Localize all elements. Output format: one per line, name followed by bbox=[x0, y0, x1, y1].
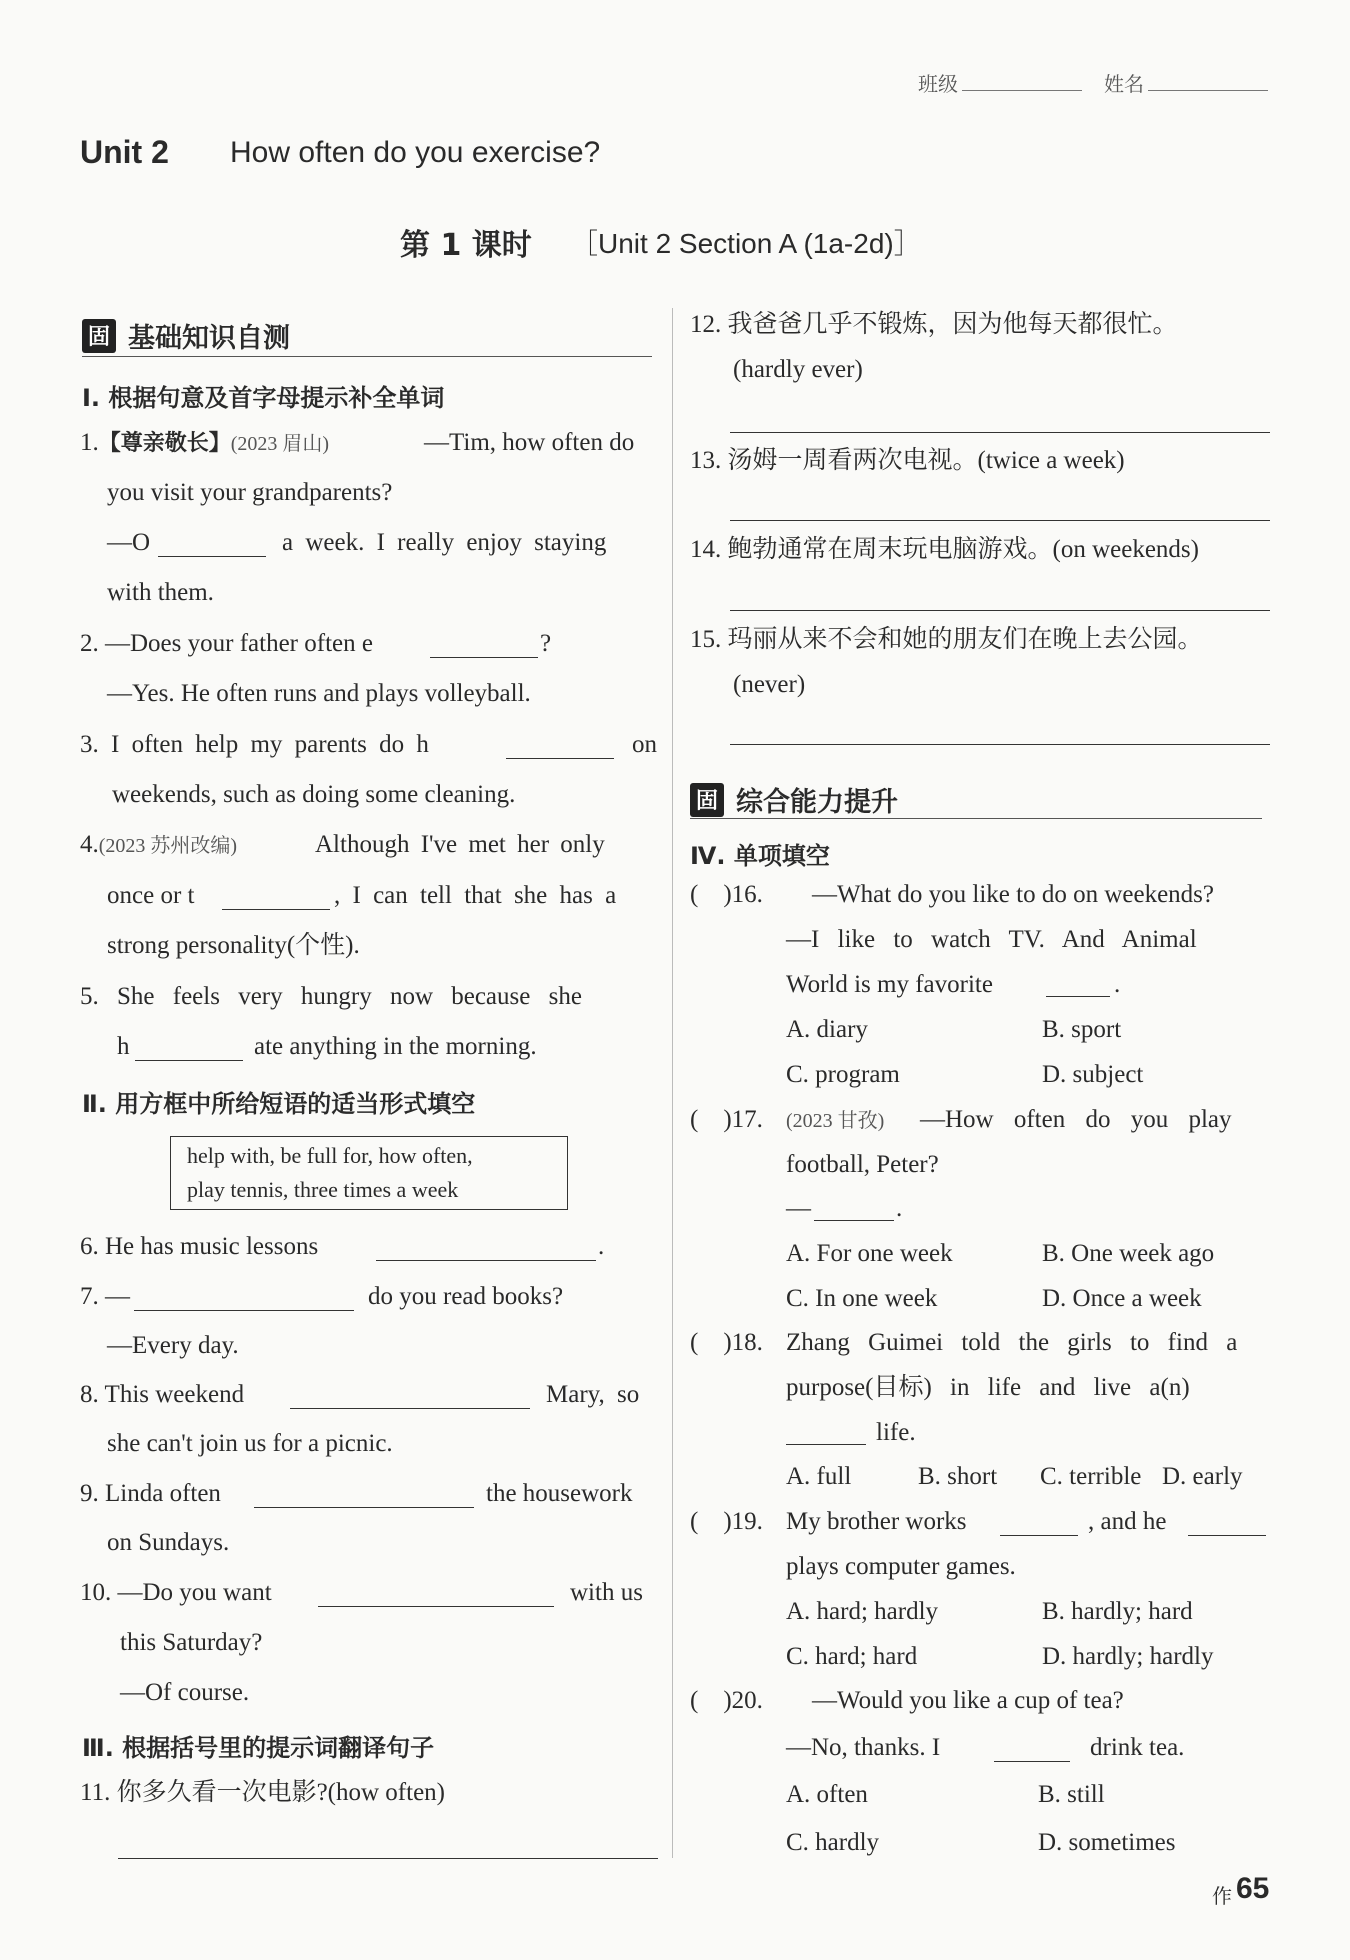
q2-blank[interactable] bbox=[430, 657, 538, 658]
q20-num[interactable]: ( )20. bbox=[690, 1687, 763, 1714]
q11-text: 11. 你多久看一次电影?(how often) bbox=[80, 1779, 445, 1806]
lesson-title: 第 1 课时 bbox=[400, 228, 532, 263]
q8-text-b: Mary, so bbox=[546, 1381, 640, 1408]
q17-option-b[interactable]: B. One week ago bbox=[1042, 1240, 1215, 1267]
q10-blank[interactable] bbox=[318, 1606, 554, 1607]
q15-text1: 15. 玛丽从来不会和她的朋友们在晚上去公园。 bbox=[690, 626, 1203, 653]
q18-text1: Zhang Guimei told the girls to find a bbox=[786, 1329, 1238, 1356]
q4-text1: Although I've met her only bbox=[315, 831, 605, 858]
q20-option-d[interactable]: D. sometimes bbox=[1038, 1829, 1176, 1856]
q1-text2: you visit your grandparents? bbox=[107, 479, 393, 506]
q10-text-d: —Of course. bbox=[120, 1679, 250, 1706]
q19-option-b[interactable]: B. hardly; hard bbox=[1042, 1598, 1193, 1625]
q3-blank[interactable] bbox=[506, 758, 614, 759]
q20-blank[interactable] bbox=[994, 1761, 1070, 1762]
section-title: 基础知识自测 bbox=[128, 323, 290, 354]
q17-text1: —How often do you play bbox=[920, 1106, 1232, 1133]
part3-heading: Ⅲ. 根据括号里的提示词翻译句子 bbox=[82, 1734, 435, 1762]
part2-heading: Ⅱ. 用方框中所给短语的适当形式填空 bbox=[82, 1090, 476, 1118]
q18-option-c[interactable]: C. terrible bbox=[1040, 1463, 1142, 1490]
q2-text2: —Yes. He often runs and plays volleyball. bbox=[107, 680, 531, 707]
section-icon: 固 bbox=[82, 319, 116, 353]
section-basic-header bbox=[82, 316, 290, 355]
part1-heading: Ⅰ. 根据句意及首字母提示补全单词 bbox=[82, 384, 445, 412]
q17-option-a[interactable]: A. For one week bbox=[786, 1240, 953, 1267]
q17-source: (2023 甘孜) bbox=[786, 1110, 885, 1132]
q16-option-c[interactable]: C. program bbox=[786, 1061, 900, 1088]
unit-code: Unit 2 bbox=[80, 134, 169, 170]
q3-text2: weekends, such as doing some cleaning. bbox=[112, 781, 516, 808]
q19-text2: plays computer games. bbox=[786, 1553, 1016, 1580]
q11-answer-line[interactable] bbox=[118, 1858, 658, 1859]
q3-text1a: 3. I often help my parents do h bbox=[80, 731, 429, 758]
q5-text1: 5. She feels very hungry now because she bbox=[80, 983, 582, 1010]
q9-blank[interactable] bbox=[254, 1507, 474, 1508]
q20-option-b[interactable]: B. still bbox=[1038, 1781, 1105, 1808]
q6-text-a: 6. He has music lessons bbox=[80, 1233, 319, 1260]
section-rule bbox=[82, 356, 652, 357]
q1-source: (2023 眉山) bbox=[230, 433, 330, 455]
q17-num[interactable]: ( )17. bbox=[690, 1106, 763, 1133]
q12-answer-line[interactable] bbox=[730, 432, 1270, 433]
q8-text-c: she can't join us for a picnic. bbox=[107, 1430, 393, 1457]
q16-num[interactable]: ( )16. bbox=[690, 881, 763, 908]
section-advanced-header bbox=[690, 780, 898, 819]
page-number: 65 bbox=[1236, 1872, 1270, 1905]
q7-text-a: 7. — bbox=[80, 1283, 130, 1310]
q9-text-c: on Sundays. bbox=[107, 1529, 230, 1556]
q4-line1: 4.(2023 苏州改编) bbox=[80, 831, 238, 858]
q19-num[interactable]: ( )19. bbox=[690, 1508, 763, 1535]
section-title: 综合能力提升 bbox=[736, 787, 898, 818]
q16-blank[interactable] bbox=[1046, 996, 1110, 997]
q20-text2a: —No, thanks. I bbox=[786, 1734, 941, 1761]
q15-text2: (never) bbox=[733, 671, 806, 698]
q18-option-d[interactable]: D. early bbox=[1162, 1463, 1243, 1490]
q16-text3a: World is my favorite bbox=[786, 971, 993, 998]
q12-text1: 12. 我爸爸几乎不锻炼，因为他每天都很忙。 bbox=[690, 311, 1178, 338]
q9-text-b: the housework bbox=[486, 1480, 633, 1507]
phrase-box-line2: play tennis, three times a week bbox=[187, 1177, 459, 1202]
q7-text-b: do you read books? bbox=[368, 1283, 564, 1310]
q17-text3a: — bbox=[786, 1195, 811, 1222]
q7-blank[interactable] bbox=[134, 1310, 354, 1311]
q1-text4: with them. bbox=[107, 579, 214, 606]
q18-option-a[interactable]: A. full bbox=[786, 1463, 852, 1490]
q8-blank[interactable] bbox=[290, 1408, 530, 1409]
q4-text2a: once or t bbox=[107, 882, 195, 909]
q10-text-b: with us bbox=[570, 1579, 643, 1606]
q6-text-b: . bbox=[598, 1233, 605, 1260]
q20-option-c[interactable]: C. hardly bbox=[786, 1829, 880, 1856]
q19-blank2[interactable] bbox=[1188, 1535, 1266, 1536]
q19-option-c[interactable]: C. hard; hard bbox=[786, 1643, 918, 1670]
q12-text2: (hardly ever) bbox=[733, 356, 863, 383]
section-rule bbox=[690, 818, 1262, 819]
q4-blank[interactable] bbox=[222, 909, 330, 910]
q19-blank1[interactable] bbox=[1000, 1535, 1078, 1536]
q4-source: (2023 苏州改编) bbox=[98, 835, 238, 857]
q16-text3b: . bbox=[1114, 971, 1121, 998]
name-label: 姓名 bbox=[1104, 74, 1144, 96]
q10-text-c: this Saturday? bbox=[120, 1629, 263, 1656]
name-line bbox=[1148, 90, 1268, 91]
q20-option-a[interactable]: A. often bbox=[786, 1781, 868, 1808]
q13-answer-line[interactable] bbox=[730, 520, 1270, 521]
q1-tag: 【尊亲敬长】 bbox=[98, 430, 231, 455]
unit-title: How often do you exercise? bbox=[230, 136, 601, 169]
q10-text-a: 10. —Do you want bbox=[80, 1579, 272, 1606]
section-icon: 固 bbox=[690, 783, 724, 817]
q17-option-c[interactable]: C. In one week bbox=[786, 1285, 938, 1312]
class-label: 班级 bbox=[918, 74, 958, 96]
q20-text2b: drink tea. bbox=[1090, 1734, 1185, 1761]
phrase-box-line1: help with, be full for, how often, bbox=[187, 1143, 473, 1168]
q17-blank[interactable] bbox=[814, 1220, 894, 1221]
q19-option-d[interactable]: D. hardly; hardly bbox=[1042, 1643, 1214, 1670]
q2-text1b: ? bbox=[540, 630, 552, 657]
footer-prefix: 作 bbox=[1212, 1884, 1232, 1908]
q16-option-d[interactable]: D. subject bbox=[1042, 1061, 1144, 1088]
q19-text1b: , and he bbox=[1088, 1508, 1167, 1535]
q17-text2: football, Peter? bbox=[786, 1151, 939, 1178]
q3-text1b: on bbox=[632, 731, 657, 758]
q8-text-a: 8. This weekend bbox=[80, 1381, 245, 1408]
part4-heading: Ⅳ. 单项填空 bbox=[690, 842, 830, 870]
q1-text3b: a week. I really enjoy staying bbox=[282, 529, 607, 556]
q1-text3a: —O bbox=[107, 529, 151, 556]
q6-blank[interactable] bbox=[376, 1260, 596, 1261]
q1-line1: 1.【尊亲敬长】(2023 眉山) bbox=[80, 429, 330, 456]
q16-text1: —What do you like to do on weekends? bbox=[812, 881, 1214, 908]
q5-text2b: ate anything in the morning. bbox=[254, 1033, 537, 1060]
q19-option-a[interactable]: A. hard; hardly bbox=[786, 1598, 939, 1625]
q16-option-a[interactable]: A. diary bbox=[786, 1016, 868, 1043]
q18-num[interactable]: ( )18. bbox=[690, 1329, 763, 1356]
q5-text2a: h bbox=[117, 1033, 130, 1060]
lesson-subtitle: ［Unit 2 Section A (1a-2d)］ bbox=[570, 228, 922, 259]
q1-blank[interactable] bbox=[158, 556, 266, 557]
class-line bbox=[962, 90, 1082, 91]
q18-blank[interactable] bbox=[786, 1444, 866, 1445]
column-divider bbox=[672, 308, 673, 1858]
q18-option-b[interactable]: B. short bbox=[918, 1463, 998, 1490]
q17-option-d[interactable]: D. Once a week bbox=[1042, 1285, 1202, 1312]
q5-blank[interactable] bbox=[135, 1060, 243, 1061]
q4-text2b: , I can tell that she has a bbox=[334, 882, 617, 909]
q14-answer-line[interactable] bbox=[730, 610, 1270, 611]
q4-text3: strong personality(个性). bbox=[107, 932, 360, 959]
q14-text: 14. 鲍勃通常在周末玩电脑游戏。(on weekends) bbox=[690, 536, 1199, 563]
q16-option-b[interactable]: B. sport bbox=[1042, 1016, 1122, 1043]
q17-text3b: . bbox=[896, 1195, 903, 1222]
q16-text2: —I like to watch TV. And Animal bbox=[786, 926, 1197, 953]
q18-text3: life. bbox=[876, 1419, 916, 1446]
q2-text1a: 2. —Does your father often e bbox=[80, 630, 373, 657]
q9-text-a: 9. Linda often bbox=[80, 1480, 221, 1507]
q13-text: 13. 汤姆一周看两次电视。(twice a week) bbox=[690, 447, 1125, 474]
q20-text1: —Would you like a cup of tea? bbox=[812, 1687, 1124, 1714]
q18-text2: purpose(目标) in life and live a(n) bbox=[786, 1374, 1190, 1401]
q7-text-c: —Every day. bbox=[107, 1332, 239, 1359]
q1-text1: —Tim, how often do bbox=[424, 429, 635, 456]
q19-text1a: My brother works bbox=[786, 1508, 967, 1535]
q15-answer-line[interactable] bbox=[730, 744, 1270, 745]
phrase-box bbox=[170, 1136, 568, 1210]
